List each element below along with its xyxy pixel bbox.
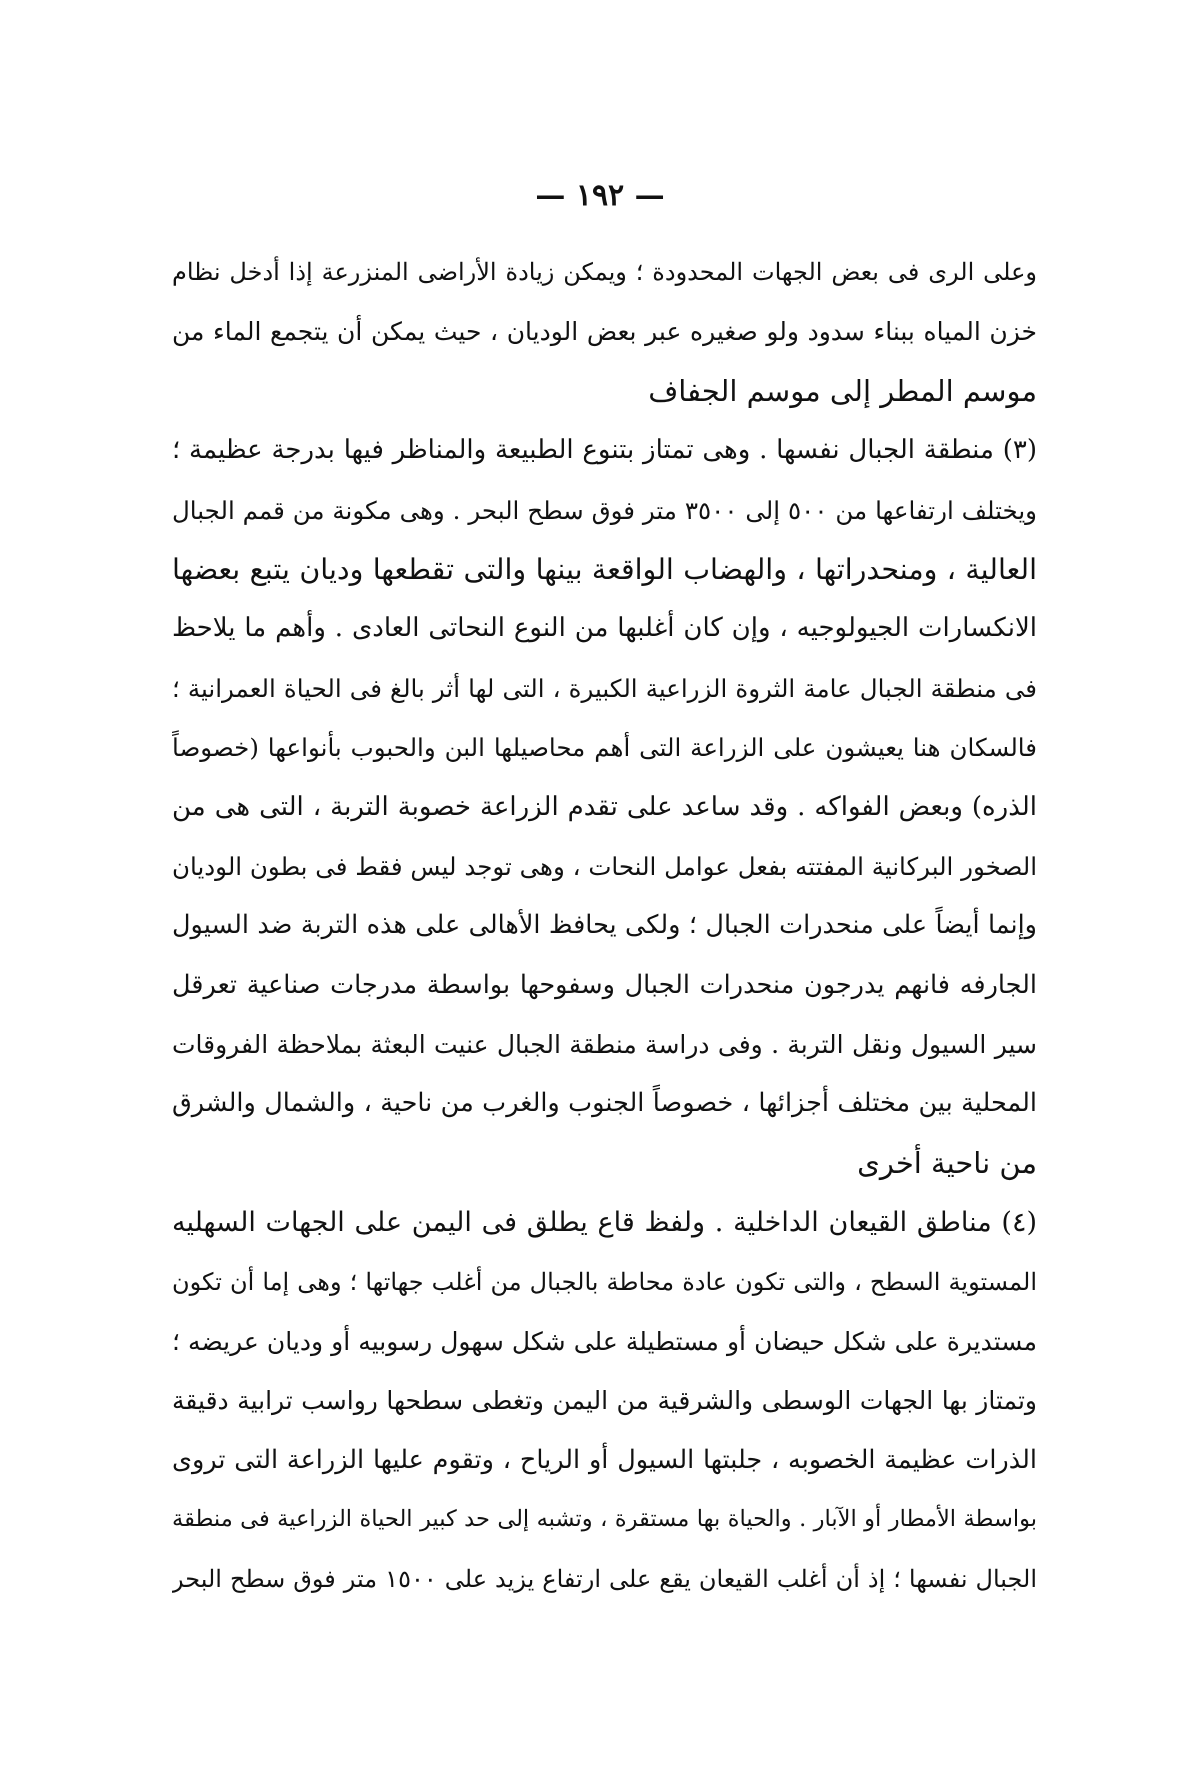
text-line: الذره) وبعض الفواكه . وقد ساعد على تقدم الزراعة خصوبة التربة ، التى هى من [172, 791, 1037, 822]
text-line: خزن المياه ببناء سدود ولو صغيره عبر بعض الوديان ، حيث يمكن أن يتجمع الماء من [172, 317, 1037, 347]
text-line: الجارفه فانهم يدرجون منحدرات الجبال وسفوحها بواسطة مدرجات صناعية تعرقل [172, 969, 1037, 1000]
text-line: الجبال نفسها ؛ إذ أن أغلب القيعان يقع على ارتفاع يزيد على ١٥٠٠ متر فوق سطح البحر [172, 1564, 1037, 1593]
text-line: المحلية بين مختلف أجزائها ، خصوصاً الجنوب والغرب من ناحية ، والشمال والشرق [172, 1088, 1037, 1119]
text-line: ويختلف ارتفاعها من ٥٠٠ إلى ٣٥٠٠ متر فوق سطح البحر . وهى مكونة من قمم الجبال [172, 495, 1037, 525]
text-line: وعلى الرى فى بعض الجهات المحدودة ؛ ويمكن زيادة الأراضى المنزرعة إذا أدخل نظام [172, 258, 1037, 286]
text-line: فالسكان هنا يعيشون على الزراعة التى أهم محاصيلها البن والحبوب بأنواعها (خصوصاً [172, 733, 1037, 763]
text-line: الذرات عظيمة الخصوبه ، جلبتها السيول أو الرياح ، وتقوم عليها الزراعة التى تروى [172, 1444, 1037, 1475]
text-line: فى منطقة الجبال عامة الثروة الزراعية الكبيرة ، التى لها أثر بالغ فى الحياة العمرانية ؛ [172, 673, 1037, 703]
text-line: وتمتاز بها الجهات الوسطى والشرقية من اليمن وتغطى سطحها رواسب ترابية دقيقة [172, 1386, 1037, 1416]
text-line: (٣) منطقة الجبال نفسها . وهى تمتاز بتنوع الطبيعة والمناظر فيها بدرجة عظيمة ؛ [172, 435, 1037, 466]
body-text [172, 243, 1037, 1609]
text-line: المستوية السطح ، والتى تكون عادة محاطة بالجبال من أغلب جهاتها ؛ وهى إما أن تكون [172, 1267, 1037, 1296]
text-line: الانكسارات الجيولوجيه ، وإن كان أغلبها من النوع النحاتى العادى . وأهم ما يلاحظ [172, 613, 1037, 644]
text-line: (٤) مناطق القيعان الداخلية . ولفظ قاع يطلق فى اليمن على الجهات السهليه [172, 1207, 1037, 1239]
text-line: مستديرة على شكل حيضان أو مستطيلة على شكل سهول رسوبيه أو وديان عريضه ؛ [172, 1327, 1037, 1357]
text-line: سير السيول ونقل التربة . وفى دراسة منطقة الجبال عنيت البعثة بملاحظة الفروقات [172, 1030, 1037, 1060]
text-line: الصخور البركانية المفتته بفعل عوامل النحات ، وهى توجد ليس فقط فى بطون الوديان [172, 851, 1037, 881]
text-line: وإنما أيضاً على منحدرات الجبال ؛ ولكى يحافظ الأهالى على هذه التربة ضد السيول [172, 910, 1037, 941]
page-number: — ١٩٢ — [535, 178, 665, 213]
text-line: موسم المطر إلى موسم الجفاف [648, 373, 1037, 408]
text-line: العالية ، ومنحدراتها ، والهضاب الواقعة بينها والتى تقطعها وديان يتبع بعضها [172, 552, 1037, 586]
text-line: من ناحية أخرى [857, 1145, 1037, 1180]
text-line: بواسطة الأمطار أو الآبار . والحياة بها مستقرة ، وتشبه إلى حد كبير الحياة الزراعية فى منطقة [172, 1506, 1037, 1533]
